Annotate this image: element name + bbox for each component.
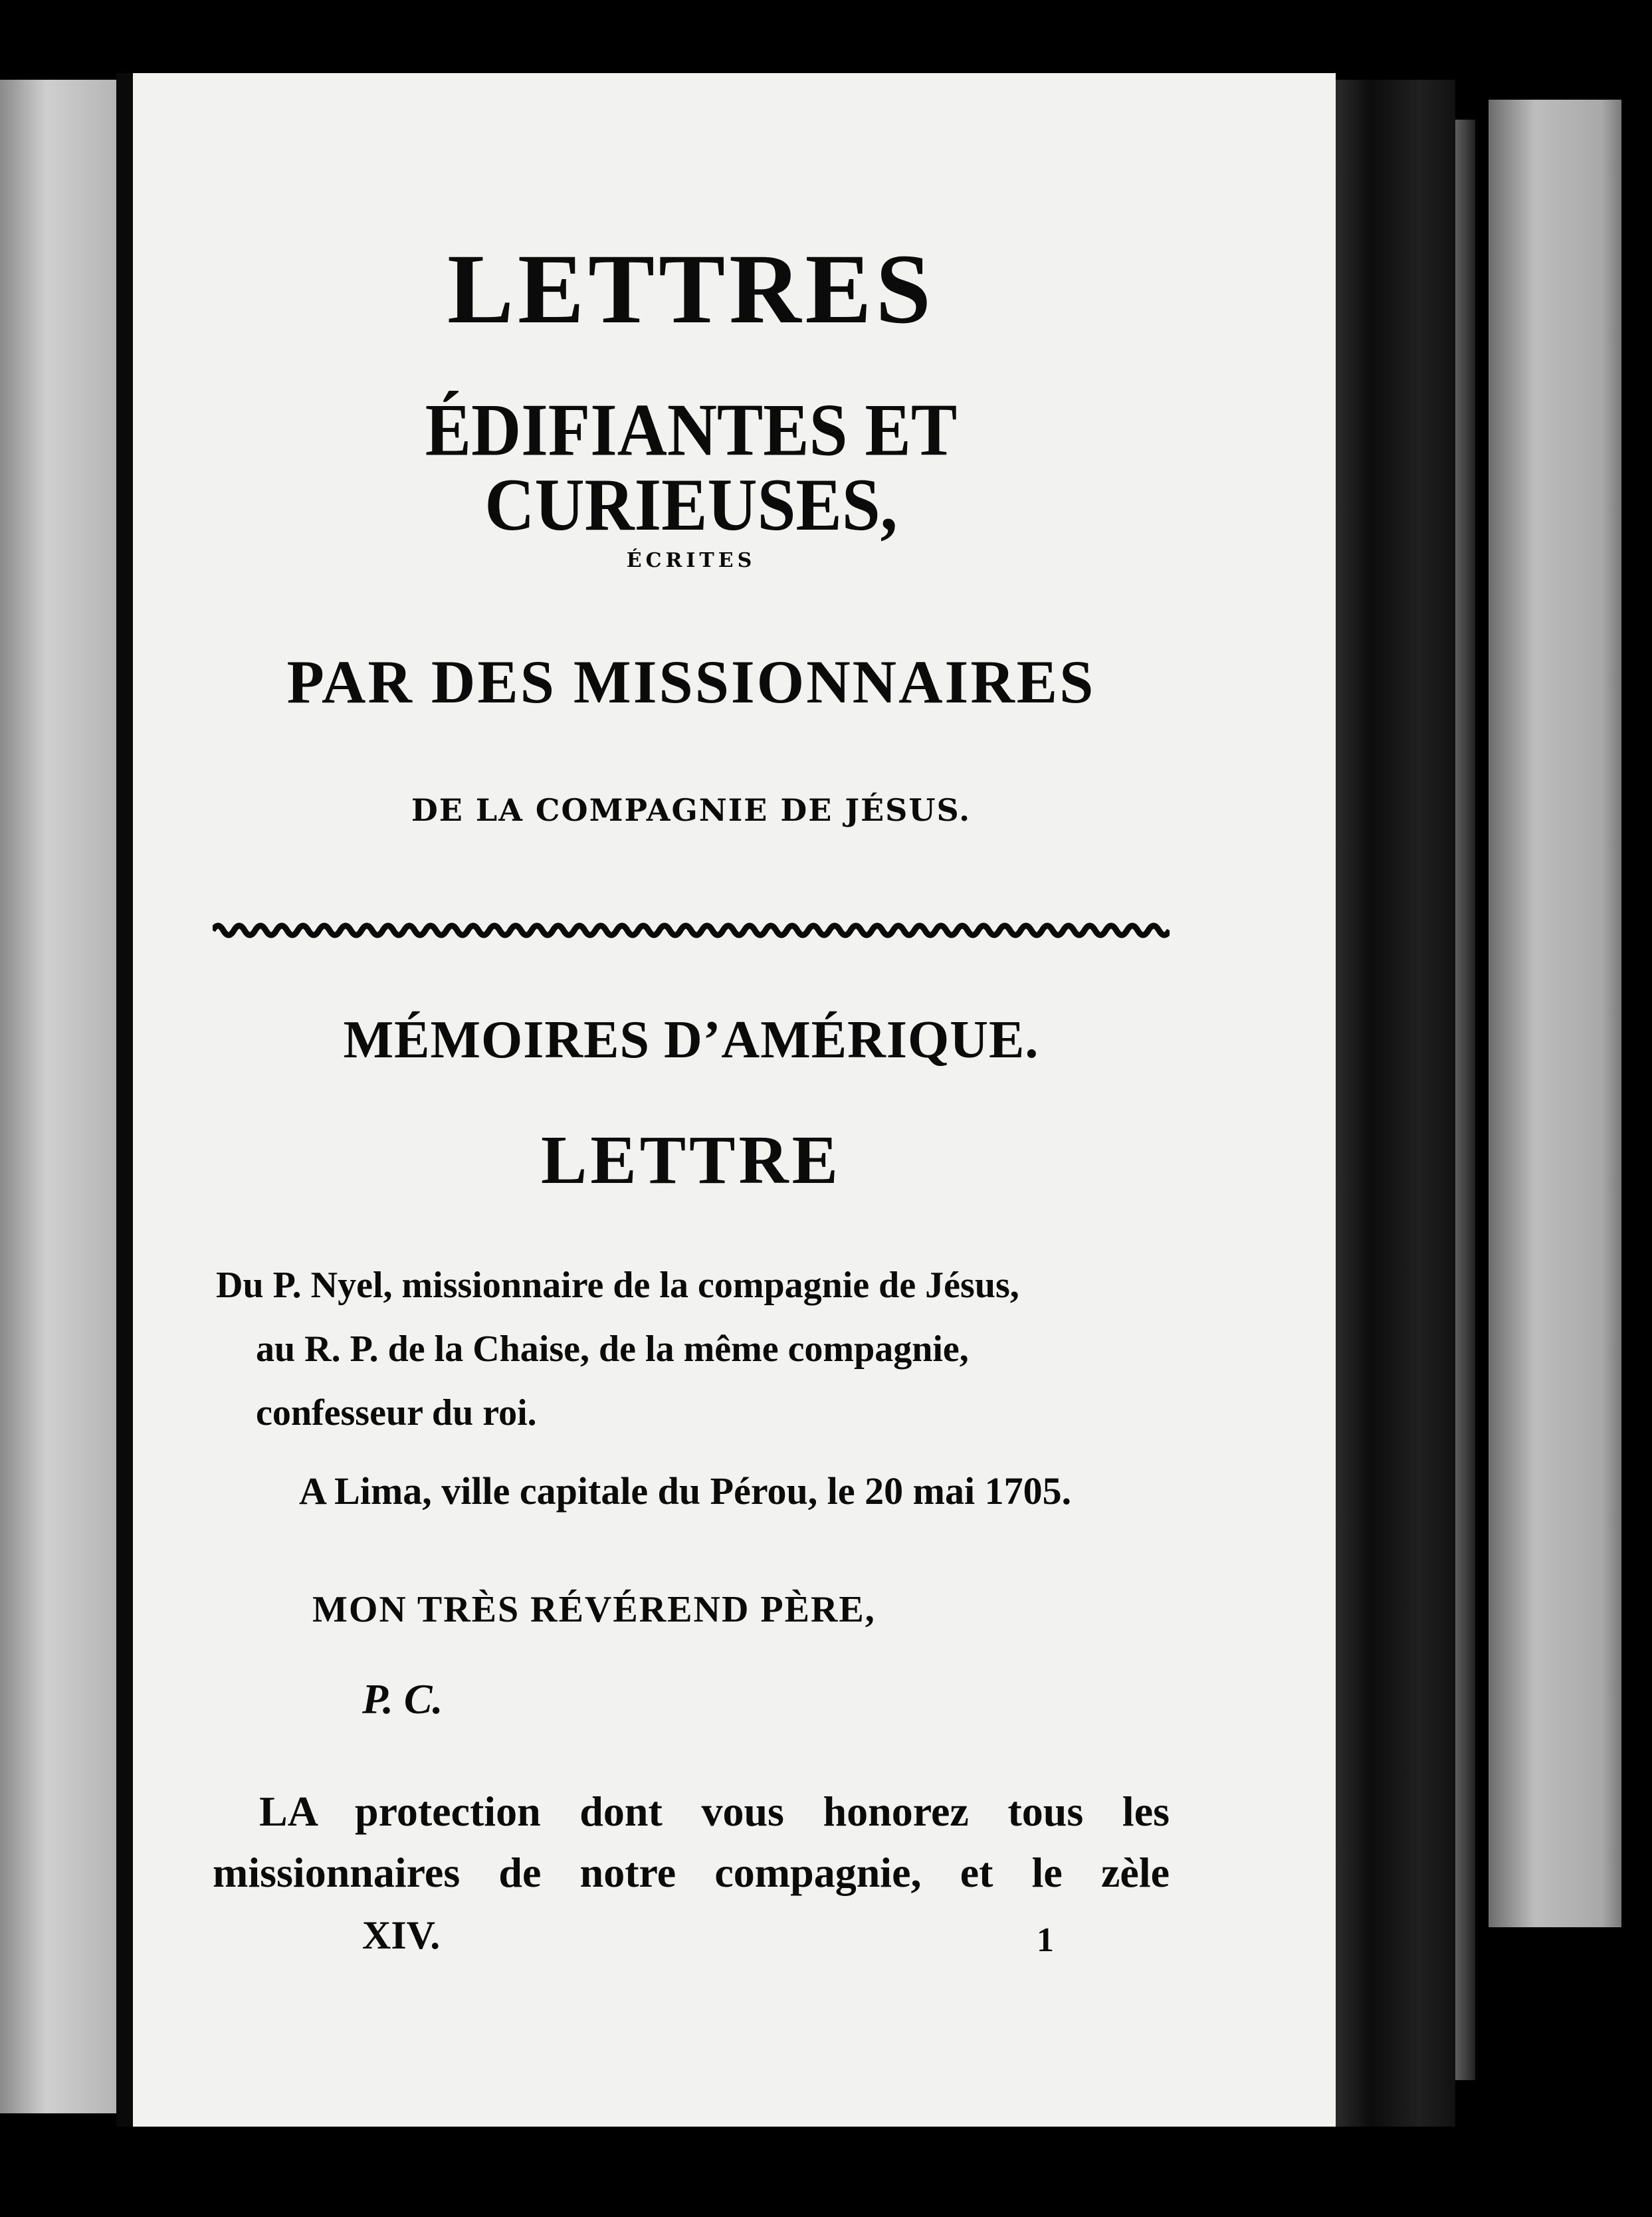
page-right-shadow bbox=[1336, 80, 1455, 2127]
dateline: A Lima, ville capitale du Pérou, le 20 mai 1705. bbox=[299, 1469, 1072, 1513]
page-number: 1 bbox=[1037, 1921, 1054, 1959]
previous-page-edge bbox=[0, 80, 116, 2113]
addressee-block bbox=[216, 1253, 1173, 1445]
paragraph-line: LA protection dont vous honorez tous les bbox=[259, 1788, 1170, 1835]
signature-mark: XIV. bbox=[362, 1913, 441, 1957]
paragraph-line: missionnaires de notre compagnie, et le zèle bbox=[213, 1849, 1170, 1896]
page-title: LETTRES bbox=[447, 234, 935, 344]
letter-heading: LETTRE bbox=[541, 1122, 841, 1198]
opening-paragraph bbox=[213, 1781, 1170, 1903]
page-subtitle: ÉDIFIANTES ET CURIEUSES, bbox=[425, 389, 958, 546]
addressee-line: au R. P. de la Chaise, de la même compagnie, bbox=[256, 1328, 969, 1370]
company-heading: DE LA COMPAGNIE DE JÉSUS. bbox=[411, 792, 972, 828]
written-label: ÉCRITES bbox=[626, 549, 756, 572]
addressee-line: Du P. Nyel, missionnaire de la compagnie de Jésus, bbox=[216, 1265, 1019, 1306]
section-heading: MÉMOIRES D’AMÉRIQUE. bbox=[343, 1011, 1039, 1069]
by-missionaries-heading: PAR DES MISSIONNAIRES bbox=[286, 648, 1096, 716]
addressee-line: confesseur du roi. bbox=[256, 1392, 537, 1433]
pax-christi: P. C. bbox=[362, 1675, 443, 1723]
next-page-edge bbox=[1489, 100, 1621, 1927]
ornamental-rule bbox=[213, 918, 1170, 942]
salutation: MON TRÈS RÉVÉREND PÈRE, bbox=[312, 1589, 876, 1630]
